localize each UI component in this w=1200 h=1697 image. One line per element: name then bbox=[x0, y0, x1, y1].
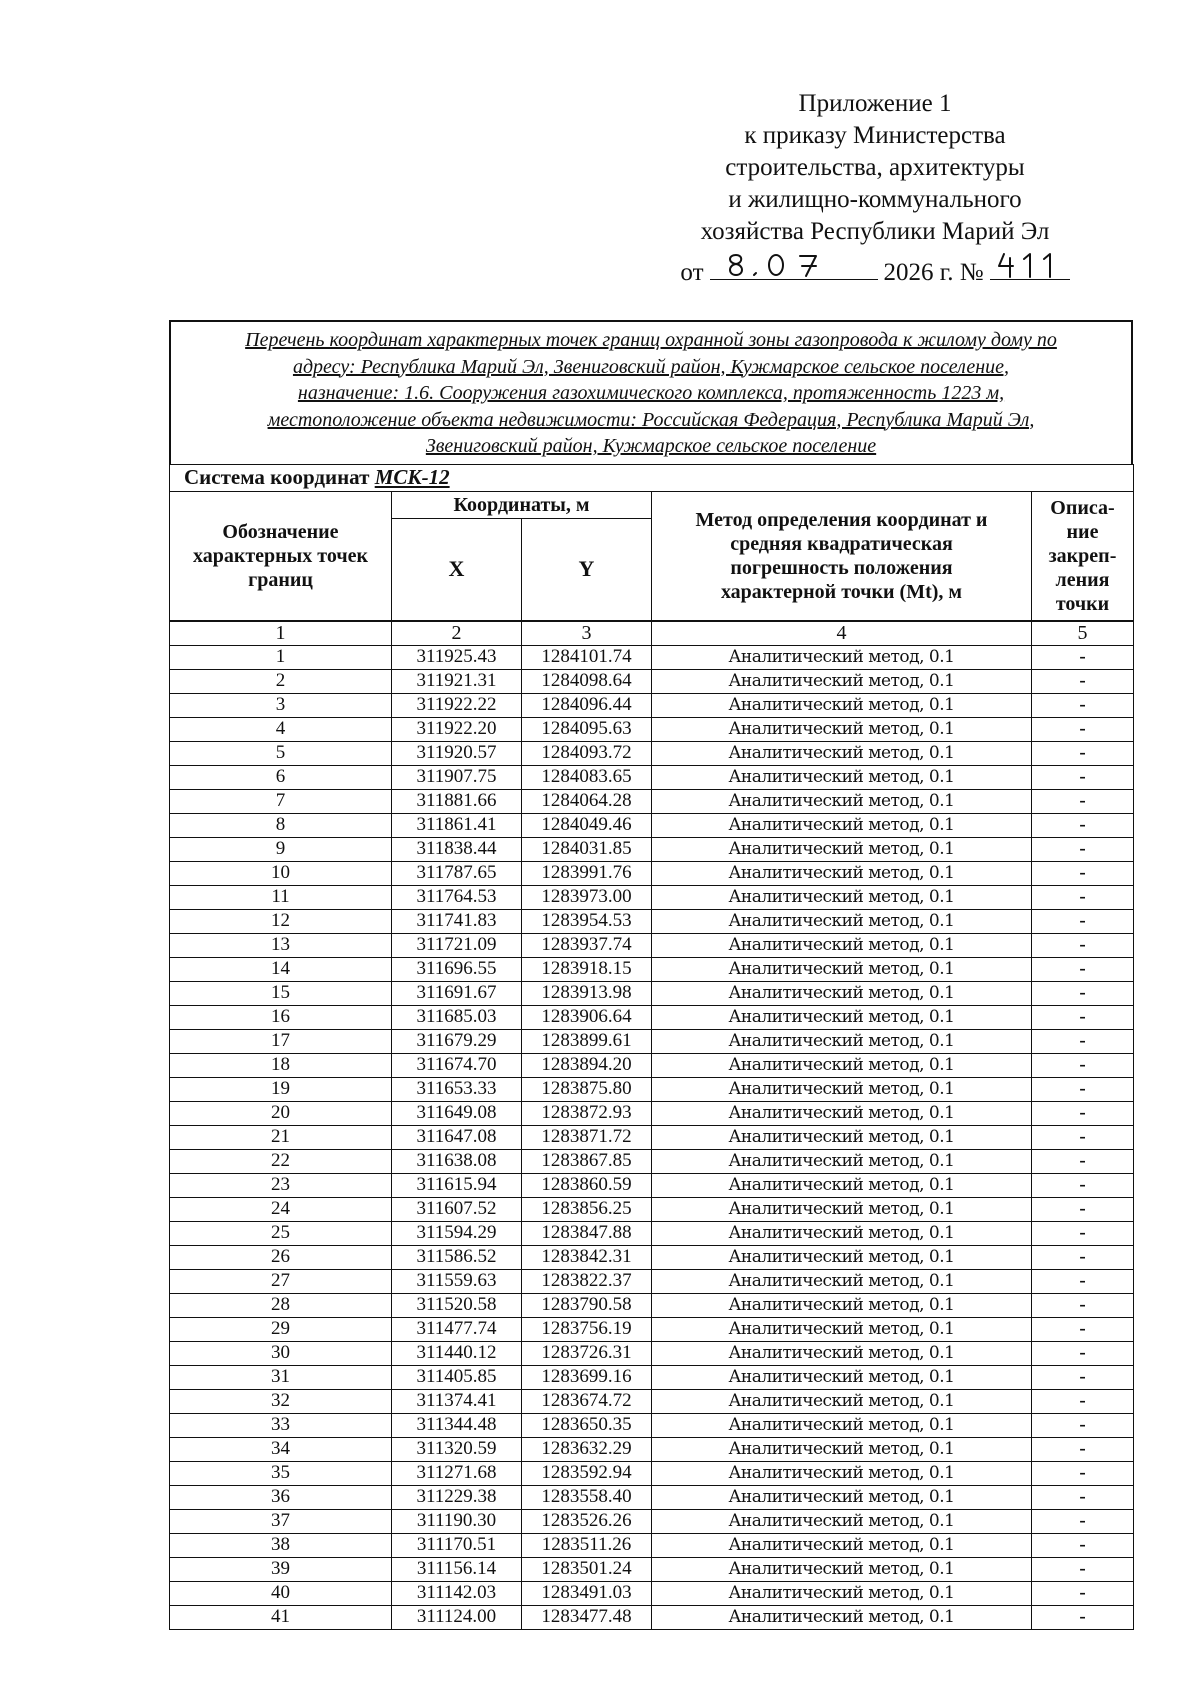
x-coordinate-cell: 311922.22 bbox=[392, 693, 522, 717]
y-coordinate-cell: 1283511.26 bbox=[522, 1533, 652, 1557]
y-coordinate-cell: 1283726.31 bbox=[522, 1341, 652, 1365]
description-cell: - bbox=[1032, 909, 1134, 933]
description-cell: - bbox=[1032, 1413, 1134, 1437]
x-coordinate-cell: 311721.09 bbox=[392, 933, 522, 957]
x-coordinate-cell: 311741.83 bbox=[392, 909, 522, 933]
x-coordinate-cell: 311838.44 bbox=[392, 837, 522, 861]
table-row bbox=[170, 1221, 1134, 1245]
point-number-cell: 22 bbox=[170, 1149, 392, 1173]
point-number-cell: 41 bbox=[170, 1605, 392, 1629]
title-line: местоположение объекта недвижимости: Российская Федерация, Республика Марий Эл, bbox=[267, 408, 1035, 431]
coordinates-document bbox=[169, 320, 1133, 1630]
year-number-label: 2026 г. № bbox=[883, 259, 984, 286]
y-coordinate-cell: 1283674.72 bbox=[522, 1389, 652, 1413]
header-points-line: характерных точек bbox=[192, 544, 369, 567]
method-cell: Аналитический метод, 0.1 bbox=[652, 669, 1032, 693]
table-row bbox=[170, 1437, 1134, 1461]
table-row bbox=[170, 909, 1134, 933]
description-cell: - bbox=[1032, 765, 1134, 789]
y-coordinate-cell: 1284101.74 bbox=[522, 645, 652, 669]
description-cell: - bbox=[1032, 1149, 1134, 1173]
point-number-cell: 27 bbox=[170, 1269, 392, 1293]
description-cell: - bbox=[1032, 1365, 1134, 1389]
y-coordinate-cell: 1283592.94 bbox=[522, 1461, 652, 1485]
y-coordinate-cell: 1283954.53 bbox=[522, 909, 652, 933]
table-row bbox=[170, 765, 1134, 789]
x-coordinate-cell: 311124.00 bbox=[392, 1605, 522, 1629]
appendix-line: хозяйства Республики Марий Эл bbox=[700, 218, 1050, 245]
table-row bbox=[170, 813, 1134, 837]
description-cell: - bbox=[1032, 1389, 1134, 1413]
description-cell: - bbox=[1032, 861, 1134, 885]
method-cell: Аналитический метод, 0.1 bbox=[652, 1413, 1032, 1437]
table-row bbox=[170, 1197, 1134, 1221]
y-coordinate-cell: 1283906.64 bbox=[522, 1005, 652, 1029]
y-coordinate-cell: 1283860.59 bbox=[522, 1173, 652, 1197]
x-coordinate-cell: 311520.58 bbox=[392, 1293, 522, 1317]
title-line: Звениговский район, Кужмарское сельское поселение bbox=[425, 435, 877, 457]
header-method bbox=[652, 491, 1032, 621]
table-row bbox=[170, 1125, 1134, 1149]
title-line: Перечень координат характерных точек границ охранной зоны газопровода к жилому дому по bbox=[245, 329, 1057, 351]
column-number: 1 bbox=[170, 621, 392, 646]
point-number-cell: 4 bbox=[170, 717, 392, 741]
x-coordinate-cell: 311922.20 bbox=[392, 717, 522, 741]
description-cell: - bbox=[1032, 1437, 1134, 1461]
y-coordinate-cell: 1283699.16 bbox=[522, 1365, 652, 1389]
table-row bbox=[170, 1077, 1134, 1101]
x-coordinate-cell: 311374.41 bbox=[392, 1389, 522, 1413]
method-cell: Аналитический метод, 0.1 bbox=[652, 789, 1032, 813]
description-cell: - bbox=[1032, 837, 1134, 861]
method-cell: Аналитический метод, 0.1 bbox=[652, 837, 1032, 861]
x-coordinate-cell: 311229.38 bbox=[392, 1485, 522, 1509]
method-cell: Аналитический метод, 0.1 bbox=[652, 1125, 1032, 1149]
description-cell: - bbox=[1032, 1341, 1134, 1365]
y-coordinate-cell: 1283842.31 bbox=[522, 1245, 652, 1269]
x-coordinate-cell: 311674.70 bbox=[392, 1053, 522, 1077]
method-cell: Аналитический метод, 0.1 bbox=[652, 1005, 1032, 1029]
method-cell: Аналитический метод, 0.1 bbox=[652, 1245, 1032, 1269]
table-row bbox=[170, 693, 1134, 717]
method-cell: Аналитический метод, 0.1 bbox=[652, 1269, 1032, 1293]
y-coordinate-cell: 1283632.29 bbox=[522, 1437, 652, 1461]
x-coordinate-cell: 311679.29 bbox=[392, 1029, 522, 1053]
description-cell: - bbox=[1032, 1461, 1134, 1485]
header-x: X bbox=[392, 518, 522, 620]
method-cell: Аналитический метод, 0.1 bbox=[652, 765, 1032, 789]
x-coordinate-cell: 311647.08 bbox=[392, 1125, 522, 1149]
method-cell: Аналитический метод, 0.1 bbox=[652, 1077, 1032, 1101]
x-coordinate-cell: 311477.74 bbox=[392, 1317, 522, 1341]
x-coordinate-cell: 311638.08 bbox=[392, 1149, 522, 1173]
crs-row bbox=[170, 464, 1134, 491]
description-cell: - bbox=[1032, 1029, 1134, 1053]
y-coordinate-cell: 1284096.44 bbox=[522, 693, 652, 717]
table-row bbox=[170, 933, 1134, 957]
x-coordinate-cell: 311405.85 bbox=[392, 1365, 522, 1389]
table-row bbox=[170, 1581, 1134, 1605]
y-coordinate-cell: 1283650.35 bbox=[522, 1413, 652, 1437]
x-coordinate-cell: 311787.65 bbox=[392, 861, 522, 885]
description-cell: - bbox=[1032, 1509, 1134, 1533]
table-row bbox=[170, 669, 1134, 693]
description-cell: - bbox=[1032, 1581, 1134, 1605]
point-number-cell: 39 bbox=[170, 1557, 392, 1581]
column-number-row bbox=[170, 621, 1134, 646]
description-cell: - bbox=[1032, 717, 1134, 741]
description-cell: - bbox=[1032, 741, 1134, 765]
description-cell: - bbox=[1032, 1197, 1134, 1221]
x-coordinate-cell: 311649.08 bbox=[392, 1101, 522, 1125]
table-row bbox=[170, 1269, 1134, 1293]
method-cell: Аналитический метод, 0.1 bbox=[652, 1437, 1032, 1461]
handwritten-date-strokes bbox=[710, 249, 878, 279]
point-number-cell: 36 bbox=[170, 1485, 392, 1509]
method-cell: Аналитический метод, 0.1 bbox=[652, 1605, 1032, 1629]
handwritten-number-strokes bbox=[990, 249, 1070, 279]
description-cell: - bbox=[1032, 1101, 1134, 1125]
description-cell: - bbox=[1032, 1053, 1134, 1077]
method-cell: Аналитический метод, 0.1 bbox=[652, 909, 1032, 933]
point-number-cell: 14 bbox=[170, 957, 392, 981]
table-row bbox=[170, 1149, 1134, 1173]
table-row bbox=[170, 1029, 1134, 1053]
y-coordinate-cell: 1284093.72 bbox=[522, 741, 652, 765]
table-row bbox=[170, 837, 1134, 861]
y-coordinate-cell: 1283558.40 bbox=[522, 1485, 652, 1509]
header-desc-line: ления bbox=[1055, 568, 1110, 591]
table-row bbox=[170, 1485, 1134, 1509]
x-coordinate-cell: 311594.29 bbox=[392, 1221, 522, 1245]
method-cell: Аналитический метод, 0.1 bbox=[652, 1509, 1032, 1533]
crs-label: Система координат bbox=[184, 465, 370, 489]
method-cell: Аналитический метод, 0.1 bbox=[652, 645, 1032, 669]
x-coordinate-cell: 311190.30 bbox=[392, 1509, 522, 1533]
method-cell: Аналитический метод, 0.1 bbox=[652, 1197, 1032, 1221]
header-coordinates: Координаты, м bbox=[392, 491, 652, 518]
x-coordinate-cell: 311586.52 bbox=[392, 1245, 522, 1269]
table-row bbox=[170, 1293, 1134, 1317]
crs-value: МСК-12 bbox=[374, 465, 450, 489]
method-cell: Аналитический метод, 0.1 bbox=[652, 885, 1032, 909]
table-row bbox=[170, 861, 1134, 885]
table-row bbox=[170, 981, 1134, 1005]
point-number-cell: 33 bbox=[170, 1413, 392, 1437]
table-row bbox=[170, 1413, 1134, 1437]
appendix-line: и жилищно-коммунального bbox=[728, 186, 1022, 213]
y-coordinate-cell: 1283937.74 bbox=[522, 933, 652, 957]
table-row bbox=[170, 717, 1134, 741]
y-coordinate-cell: 1283973.00 bbox=[522, 885, 652, 909]
x-coordinate-cell: 311615.94 bbox=[392, 1173, 522, 1197]
order-date-line bbox=[640, 249, 1110, 289]
x-coordinate-cell: 311170.51 bbox=[392, 1533, 522, 1557]
appendix-line: Приложение 1 bbox=[798, 90, 952, 117]
table-row bbox=[170, 1557, 1134, 1581]
method-cell: Аналитический метод, 0.1 bbox=[652, 1221, 1032, 1245]
table-row bbox=[170, 957, 1134, 981]
method-cell: Аналитический метод, 0.1 bbox=[652, 1173, 1032, 1197]
header-desc-line: ние bbox=[1066, 520, 1099, 543]
method-cell: Аналитический метод, 0.1 bbox=[652, 693, 1032, 717]
description-cell: - bbox=[1032, 1293, 1134, 1317]
method-cell: Аналитический метод, 0.1 bbox=[652, 1485, 1032, 1509]
table-row bbox=[170, 1317, 1134, 1341]
point-number-cell: 9 bbox=[170, 837, 392, 861]
x-coordinate-cell: 311344.48 bbox=[392, 1413, 522, 1437]
column-number: 4 bbox=[652, 621, 1032, 646]
description-cell: - bbox=[1032, 789, 1134, 813]
y-coordinate-cell: 1283491.03 bbox=[522, 1581, 652, 1605]
description-cell: - bbox=[1032, 1005, 1134, 1029]
y-coordinate-cell: 1284098.64 bbox=[522, 669, 652, 693]
column-number: 2 bbox=[392, 621, 522, 646]
method-cell: Аналитический метод, 0.1 bbox=[652, 957, 1032, 981]
point-number-cell: 6 bbox=[170, 765, 392, 789]
header-row-1 bbox=[170, 491, 1134, 518]
point-number-cell: 1 bbox=[170, 645, 392, 669]
y-coordinate-cell: 1283899.61 bbox=[522, 1029, 652, 1053]
y-coordinate-cell: 1283991.76 bbox=[522, 861, 652, 885]
point-number-cell: 23 bbox=[170, 1173, 392, 1197]
description-cell: - bbox=[1032, 1245, 1134, 1269]
header-desc-line: закреп- bbox=[1048, 544, 1117, 567]
method-cell: Аналитический метод, 0.1 bbox=[652, 1053, 1032, 1077]
point-number-cell: 32 bbox=[170, 1389, 392, 1413]
description-cell: - bbox=[1032, 1557, 1134, 1581]
y-coordinate-cell: 1283822.37 bbox=[522, 1269, 652, 1293]
x-coordinate-cell: 311696.55 bbox=[392, 957, 522, 981]
y-coordinate-cell: 1284064.28 bbox=[522, 789, 652, 813]
y-coordinate-cell: 1283918.15 bbox=[522, 957, 652, 981]
point-number-cell: 16 bbox=[170, 1005, 392, 1029]
header-description bbox=[1032, 491, 1134, 621]
header-desc-line: точки bbox=[1055, 592, 1110, 615]
point-number-cell: 5 bbox=[170, 741, 392, 765]
table-row bbox=[170, 1245, 1134, 1269]
method-cell: Аналитический метод, 0.1 bbox=[652, 1317, 1032, 1341]
y-coordinate-cell: 1283477.48 bbox=[522, 1605, 652, 1629]
point-number-cell: 21 bbox=[170, 1125, 392, 1149]
point-number-cell: 11 bbox=[170, 885, 392, 909]
table-row bbox=[170, 1533, 1134, 1557]
y-coordinate-cell: 1283756.19 bbox=[522, 1317, 652, 1341]
x-coordinate-cell: 311764.53 bbox=[392, 885, 522, 909]
table-row bbox=[170, 885, 1134, 909]
x-coordinate-cell: 311685.03 bbox=[392, 1005, 522, 1029]
method-cell: Аналитический метод, 0.1 bbox=[652, 861, 1032, 885]
point-number-cell: 18 bbox=[170, 1053, 392, 1077]
method-cell: Аналитический метод, 0.1 bbox=[652, 1149, 1032, 1173]
point-number-cell: 35 bbox=[170, 1461, 392, 1485]
description-cell: - bbox=[1032, 981, 1134, 1005]
description-cell: - bbox=[1032, 645, 1134, 669]
appendix-line: к приказу Министерства bbox=[744, 122, 1006, 149]
method-cell: Аналитический метод, 0.1 bbox=[652, 1101, 1032, 1125]
y-coordinate-cell: 1284083.65 bbox=[522, 765, 652, 789]
description-cell: - bbox=[1032, 1221, 1134, 1245]
method-cell: Аналитический метод, 0.1 bbox=[652, 1581, 1032, 1605]
description-cell: - bbox=[1032, 1485, 1134, 1509]
table-row bbox=[170, 1365, 1134, 1389]
point-number-cell: 7 bbox=[170, 789, 392, 813]
point-number-cell: 25 bbox=[170, 1221, 392, 1245]
column-number: 5 bbox=[1032, 621, 1134, 646]
x-coordinate-cell: 311559.63 bbox=[392, 1269, 522, 1293]
y-coordinate-cell: 1283875.80 bbox=[522, 1077, 652, 1101]
point-number-cell: 37 bbox=[170, 1509, 392, 1533]
point-number-cell: 3 bbox=[170, 693, 392, 717]
table-row bbox=[170, 1509, 1134, 1533]
point-number-cell: 34 bbox=[170, 1437, 392, 1461]
y-coordinate-cell: 1283856.25 bbox=[522, 1197, 652, 1221]
table-row bbox=[170, 645, 1134, 669]
table-row bbox=[170, 1389, 1134, 1413]
method-cell: Аналитический метод, 0.1 bbox=[652, 1365, 1032, 1389]
appendix-line: строительства, архитектуры bbox=[725, 154, 1025, 181]
x-coordinate-cell: 311920.57 bbox=[392, 741, 522, 765]
point-number-cell: 30 bbox=[170, 1341, 392, 1365]
y-coordinate-cell: 1283790.58 bbox=[522, 1293, 652, 1317]
handwritten-date bbox=[710, 249, 878, 280]
method-cell: Аналитический метод, 0.1 bbox=[652, 741, 1032, 765]
x-coordinate-cell: 311271.68 bbox=[392, 1461, 522, 1485]
point-number-cell: 20 bbox=[170, 1101, 392, 1125]
header-y: Y bbox=[522, 518, 652, 620]
coordinates-table bbox=[169, 464, 1134, 1630]
method-cell: Аналитический метод, 0.1 bbox=[652, 1533, 1032, 1557]
x-coordinate-cell: 311156.14 bbox=[392, 1557, 522, 1581]
header-method-line: погрешность положения bbox=[730, 556, 953, 579]
description-cell: - bbox=[1032, 693, 1134, 717]
appendix-header bbox=[640, 88, 1110, 289]
method-cell: Аналитический метод, 0.1 bbox=[652, 981, 1032, 1005]
method-cell: Аналитический метод, 0.1 bbox=[652, 1341, 1032, 1365]
description-cell: - bbox=[1032, 669, 1134, 693]
description-cell: - bbox=[1032, 1533, 1134, 1557]
header-desc-line: Описа- bbox=[1050, 496, 1115, 519]
title-line: назначение: 1.6. Сооружения газохимического комплекса, протяженность 1223 м, bbox=[297, 382, 1005, 404]
table-row bbox=[170, 1173, 1134, 1197]
table-row bbox=[170, 1341, 1134, 1365]
y-coordinate-cell: 1283526.26 bbox=[522, 1509, 652, 1533]
description-cell: - bbox=[1032, 933, 1134, 957]
description-cell: - bbox=[1032, 1317, 1134, 1341]
x-coordinate-cell: 311881.66 bbox=[392, 789, 522, 813]
method-cell: Аналитический метод, 0.1 bbox=[652, 813, 1032, 837]
method-cell: Аналитический метод, 0.1 bbox=[652, 933, 1032, 957]
method-cell: Аналитический метод, 0.1 bbox=[652, 1557, 1032, 1581]
x-coordinate-cell: 311921.31 bbox=[392, 669, 522, 693]
x-coordinate-cell: 311142.03 bbox=[392, 1581, 522, 1605]
table-row bbox=[170, 1605, 1134, 1629]
from-label: от bbox=[680, 259, 704, 286]
x-coordinate-cell: 311320.59 bbox=[392, 1437, 522, 1461]
y-coordinate-cell: 1283871.72 bbox=[522, 1125, 652, 1149]
description-cell: - bbox=[1032, 1605, 1134, 1629]
point-number-cell: 31 bbox=[170, 1365, 392, 1389]
point-number-cell: 12 bbox=[170, 909, 392, 933]
column-number: 3 bbox=[522, 621, 652, 646]
x-coordinate-cell: 311925.43 bbox=[392, 645, 522, 669]
title-line: адресу: Республика Марий Эл, Звениговский район, Кужмарское сельское поселение, bbox=[292, 355, 1010, 378]
method-cell: Аналитический метод, 0.1 bbox=[652, 1029, 1032, 1053]
method-cell: Аналитический метод, 0.1 bbox=[652, 1389, 1032, 1413]
table-row bbox=[170, 1101, 1134, 1125]
point-number-cell: 8 bbox=[170, 813, 392, 837]
y-coordinate-cell: 1284095.63 bbox=[522, 717, 652, 741]
y-coordinate-cell: 1283894.20 bbox=[522, 1053, 652, 1077]
header-points-line: границ bbox=[248, 568, 313, 591]
description-cell: - bbox=[1032, 1269, 1134, 1293]
y-coordinate-cell: 1284049.46 bbox=[522, 813, 652, 837]
point-number-cell: 28 bbox=[170, 1293, 392, 1317]
y-coordinate-cell: 1283872.93 bbox=[522, 1101, 652, 1125]
y-coordinate-cell: 1284031.85 bbox=[522, 837, 652, 861]
table-row bbox=[170, 1053, 1134, 1077]
x-coordinate-cell: 311907.75 bbox=[392, 765, 522, 789]
x-coordinate-cell: 311607.52 bbox=[392, 1197, 522, 1221]
y-coordinate-cell: 1283913.98 bbox=[522, 981, 652, 1005]
method-cell: Аналитический метод, 0.1 bbox=[652, 1461, 1032, 1485]
table-row bbox=[170, 789, 1134, 813]
method-cell: Аналитический метод, 0.1 bbox=[652, 1293, 1032, 1317]
description-cell: - bbox=[1032, 1125, 1134, 1149]
point-number-cell: 2 bbox=[170, 669, 392, 693]
point-number-cell: 10 bbox=[170, 861, 392, 885]
x-coordinate-cell: 311861.41 bbox=[392, 813, 522, 837]
description-cell: - bbox=[1032, 1077, 1134, 1101]
description-cell: - bbox=[1032, 957, 1134, 981]
table-row bbox=[170, 741, 1134, 765]
point-number-cell: 13 bbox=[170, 933, 392, 957]
x-coordinate-cell: 311440.12 bbox=[392, 1341, 522, 1365]
point-number-cell: 17 bbox=[170, 1029, 392, 1053]
point-number-cell: 24 bbox=[170, 1197, 392, 1221]
handwritten-number bbox=[990, 249, 1070, 280]
point-number-cell: 15 bbox=[170, 981, 392, 1005]
description-cell: - bbox=[1032, 1173, 1134, 1197]
table-row bbox=[170, 1005, 1134, 1029]
y-coordinate-cell: 1283847.88 bbox=[522, 1221, 652, 1245]
document-title bbox=[169, 320, 1133, 464]
method-cell: Аналитический метод, 0.1 bbox=[652, 717, 1032, 741]
x-coordinate-cell: 311691.67 bbox=[392, 981, 522, 1005]
header-method-line: средняя квадратическая bbox=[730, 532, 953, 555]
header-method-line: Метод определения координат и bbox=[695, 508, 988, 531]
point-number-cell: 26 bbox=[170, 1245, 392, 1269]
header-points-line: Обозначение bbox=[222, 520, 339, 543]
description-cell: - bbox=[1032, 885, 1134, 909]
coordinate-system bbox=[170, 464, 1134, 491]
description-cell: - bbox=[1032, 813, 1134, 837]
point-number-cell: 38 bbox=[170, 1533, 392, 1557]
point-number-cell: 19 bbox=[170, 1077, 392, 1101]
y-coordinate-cell: 1283867.85 bbox=[522, 1149, 652, 1173]
point-number-cell: 40 bbox=[170, 1581, 392, 1605]
y-coordinate-cell: 1283501.24 bbox=[522, 1557, 652, 1581]
header-points bbox=[170, 491, 392, 621]
table-row bbox=[170, 1461, 1134, 1485]
x-coordinate-cell: 311653.33 bbox=[392, 1077, 522, 1101]
point-number-cell: 29 bbox=[170, 1317, 392, 1341]
header-method-line: характерной точки (Mt), м bbox=[720, 580, 963, 603]
